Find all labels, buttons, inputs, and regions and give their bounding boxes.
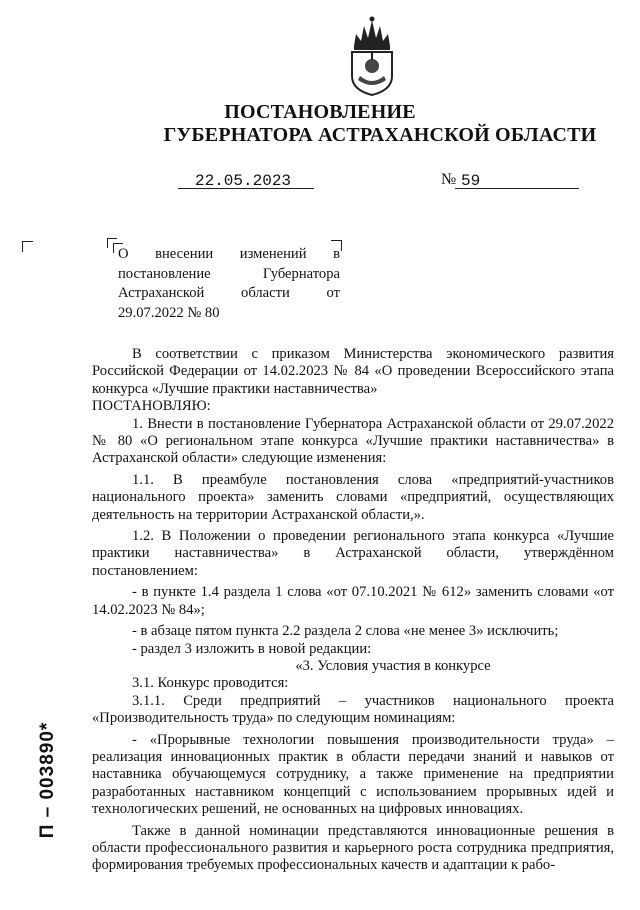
document-date: 22.05.2023 bbox=[195, 172, 292, 190]
paragraph-item-1-2: 1.2. В Положении о проведении регионального этапа конкурса «Лучшие практики наставничества» в Астраханской области, утверждённом постановлением: bbox=[92, 528, 614, 579]
paragraph-change-2: - в абзаце пятом пункта 2.2 раздела 2 слова «не менее 3» исключить; bbox=[132, 623, 559, 640]
paragraph-nomination: - «Прорывные технологии повышения производительности труда» – реализация инновационных практик в области передачи знаний и навыков от наставника обучающемуся сотруднику, а также применение на предприятии разработанных наставником концепций с использованием прорывных идей и технологических решений, не основанных на цифровых инновациях. bbox=[92, 731, 614, 818]
date-underline bbox=[178, 188, 314, 189]
document-title: ПОСТАНОВЛЕНИЕ bbox=[224, 101, 416, 123]
coat-of-arms-emblem bbox=[346, 16, 398, 96]
side-registration-stamp bbox=[28, 700, 68, 860]
paragraph-item-1: 1. Внести в постановление Губернатора Астраханской области от 29.07.2022 № 80 «О региональном этапе конкурса «Лучшие практики наставничества» в Астраханской области» следующие изменения: bbox=[92, 415, 614, 467]
paragraph-3-1-1: 3.1.1. Среди предприятий – участников национального проекта «Производительность труда» по следующим номинациям: bbox=[92, 692, 614, 727]
paragraph-decree: ПОСТАНОВЛЯЮ: bbox=[92, 398, 211, 415]
issuer-title: ГУБЕРНАТОРА АСТРАХАНСКОЙ ОБЛАСТИ bbox=[163, 124, 597, 146]
side-stamp-text: П – 003890* bbox=[37, 721, 58, 839]
corner-mark-left bbox=[22, 241, 33, 252]
paragraph-change-3: - раздел 3 изложить в новой редакции: bbox=[132, 640, 372, 657]
paragraph-change-1: - в пункте 1.4 раздела 1 слова «от 07.10.2021 № 612» заменить словами «от 14.02.2023 № 84»; bbox=[92, 584, 614, 618]
paragraph-item-1-1: 1.1. В преамбуле постановления слова «предприятий-участников национального проекта» заменить словами «предприятий, осуществляющих деятельность на территории Астраханской области,». bbox=[92, 471, 614, 523]
document-number: 59 bbox=[461, 172, 481, 190]
section-heading: «3. Условия участия в конкурсе bbox=[295, 657, 491, 674]
paragraph-preamble: В соответствии с приказом Министерства экономического развития Российской Федерации от 14.02.2023 № 84 «О проведении Всероссийского этапа конкурса «Лучшие практики наставничества» bbox=[92, 346, 614, 397]
paragraph-also: Также в данной номинации представляются инновационные решения в области профессионального развития и карьерного роста сотрудника предприятия, формирования требуемых профессиональных качеств и адаптации к рабо- bbox=[92, 822, 614, 874]
number-label: № bbox=[441, 171, 457, 188]
number-underline bbox=[455, 188, 579, 189]
paragraph-3-1: 3.1. Конкурс проводится: bbox=[132, 675, 289, 692]
document-subject: О внесении изменений в постановление Губернатора Астраханской области от 29.07.2022 № 80 bbox=[118, 246, 340, 321]
document-body bbox=[92, 346, 614, 875]
